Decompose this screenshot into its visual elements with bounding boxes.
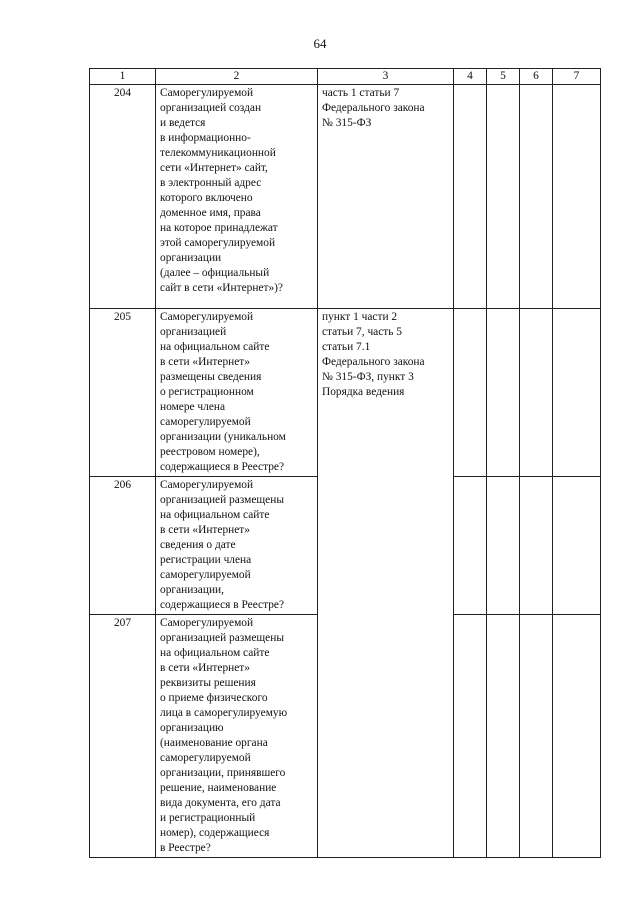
answer-cell: [487, 85, 520, 309]
answer-cell: [520, 477, 553, 615]
answer-cell: [553, 85, 601, 309]
question-cell: Саморегулируемой организацией на официальном сайте в сети «Интернет» размещены сведения о регистрационном номере члена саморегулируемой организации (уникальном реестровом номере), содержащиеся в Реестре?: [156, 309, 318, 477]
question-cell: Саморегулируемой организацией создан и ведется в информационно- телекоммуникационной сети «Интернет» сайт, в электронный адрес которого включено доменное имя, права на которое принадлежат этой саморегулируемой организации (далее – официальный сайт в сети «Интернет»)?: [156, 85, 318, 309]
answer-cell: [553, 615, 601, 858]
column-header: 3: [318, 69, 454, 85]
column-header: 6: [520, 69, 553, 85]
row-number: 206: [90, 477, 156, 615]
table-row: [90, 85, 601, 309]
column-header: 2: [156, 69, 318, 85]
column-header: 1: [90, 69, 156, 85]
answer-cell: [487, 615, 520, 858]
column-header: 5: [487, 69, 520, 85]
answer-cell: [487, 477, 520, 615]
answer-cell: [520, 85, 553, 309]
answer-cell: [553, 309, 601, 477]
answer-cell: [520, 615, 553, 858]
row-number: 204: [90, 85, 156, 309]
answer-cell: [454, 477, 487, 615]
legal-basis-cell: пункт 1 части 2 статьи 7, часть 5 статьи 7.1 Федерального закона № 315-ФЗ, пункт 3 Порядка ведения: [318, 309, 454, 858]
row-number: 207: [90, 615, 156, 858]
answer-cell: [520, 309, 553, 477]
answer-cell: [553, 477, 601, 615]
row-number: 205: [90, 309, 156, 477]
column-header: 4: [454, 69, 487, 85]
column-header: 7: [553, 69, 601, 85]
answer-cell: [454, 309, 487, 477]
page-number: 64: [313, 36, 327, 51]
question-cell: Саморегулируемой организацией размещены на официальном сайте в сети «Интернет» реквизиты решения о приеме физического лица в саморегулируемую организацию (наименование органа саморегулируемой организации, принявшего решение, наименование вида документа, его дата и регистрационный номер), содержащиеся в Реестре?: [156, 615, 318, 858]
answer-cell: [454, 85, 487, 309]
answer-cell: [454, 615, 487, 858]
question-cell: Саморегулируемой организацией размещены на официальном сайте в сети «Интернет» сведения о дате регистрации члена саморегулируемой организации, содержащиеся в Реестре?: [156, 477, 318, 615]
checklist-table: [89, 68, 601, 858]
table-row: [90, 309, 601, 477]
table-header-row: [90, 69, 601, 85]
answer-cell: [487, 309, 520, 477]
legal-basis-cell: часть 1 статьи 7 Федерального закона № 315-ФЗ: [318, 85, 454, 309]
